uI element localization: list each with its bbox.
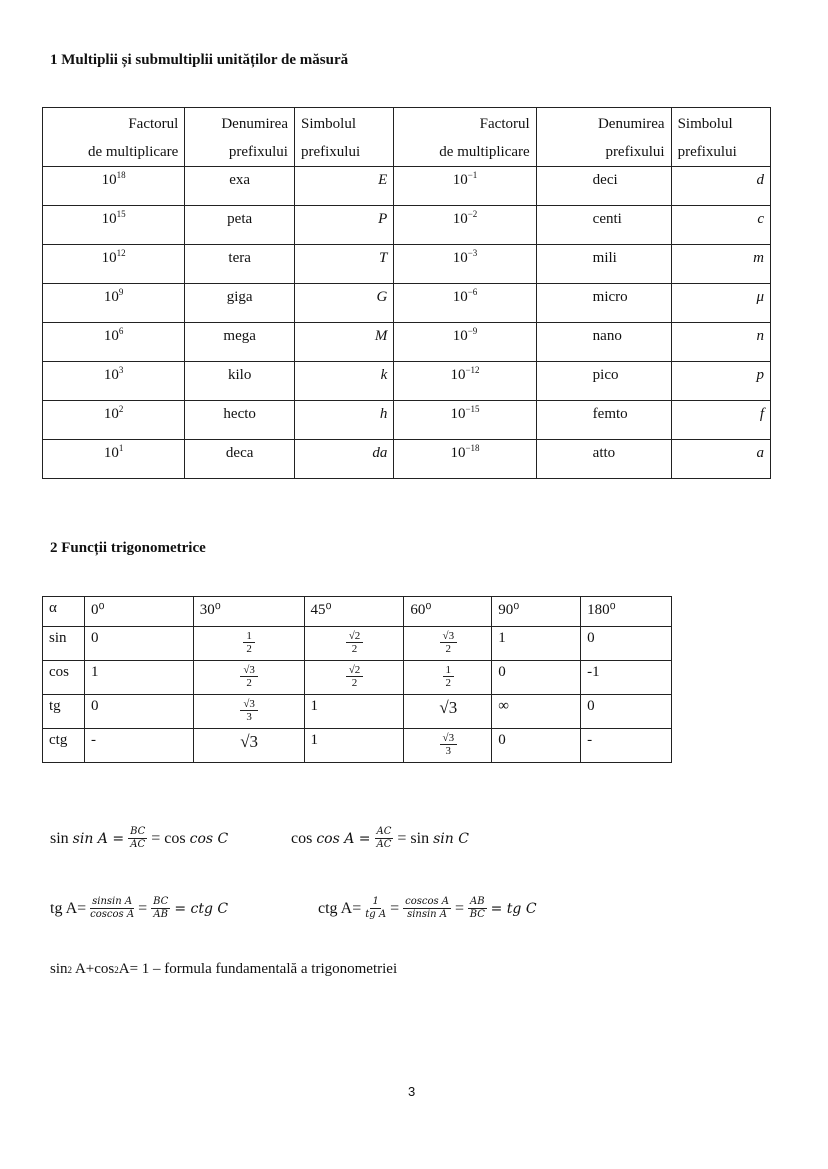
function-label: ctg <box>43 729 85 763</box>
column-header: α <box>43 597 85 627</box>
value-cell: -1 <box>581 661 672 695</box>
value-cell: - <box>581 729 672 763</box>
page-number: 3 <box>408 1084 416 1099</box>
prefix-symbol-cell: G <box>294 284 393 323</box>
column-header: 180⁰ <box>581 597 672 627</box>
factor-cell: $10^1$ <box>43 440 185 479</box>
value-cell: $\frac{√3}{3}$ <box>404 729 492 763</box>
column-header <box>536 108 671 167</box>
value-cell: 0 <box>581 627 672 661</box>
trig-table <box>42 596 672 763</box>
table-row <box>43 323 771 362</box>
factor-cell: $10^6$ <box>43 323 185 362</box>
header-line: prefixului <box>605 144 665 160</box>
table-header-row <box>43 597 672 627</box>
prefix-name-cell: pico <box>536 362 671 401</box>
value-cell: 1 <box>304 729 404 763</box>
value-cell: - <box>84 729 193 763</box>
prefix-name-cell: tera <box>185 245 295 284</box>
formula-cos-a: cos cos A = $\frac{AC}{AC}$ = sin sin C <box>291 826 469 850</box>
prefix-symbol-cell: k <box>294 362 393 401</box>
factor-cell: $10^2$ <box>43 401 185 440</box>
prefix-name-cell: mega <box>185 323 295 362</box>
prefix-name-cell: mili <box>536 245 671 284</box>
value-cell: 0 <box>84 695 193 729</box>
factor-cell: $10^{-9}$ <box>394 323 536 362</box>
factor-cell: $10^3$ <box>43 362 185 401</box>
table-row <box>43 362 771 401</box>
value-cell: 0 <box>581 695 672 729</box>
prefix-symbol-cell: m <box>671 245 770 284</box>
prefix-name-cell: deca <box>185 440 295 479</box>
value-cell: 1 <box>492 627 581 661</box>
prefix-name-cell: atto <box>536 440 671 479</box>
value-cell: $\frac{√3}{2}$ <box>193 661 304 695</box>
value-cell: 0 <box>492 661 581 695</box>
table-row <box>43 627 672 661</box>
header-line: Simbolul <box>677 116 733 132</box>
table-row <box>43 661 672 695</box>
value-cell: $\frac{1}{2}$ <box>404 661 492 695</box>
value-cell: $\frac{1}{2}$ <box>193 627 304 661</box>
column-header: 30⁰ <box>193 597 304 627</box>
header-line: Simbolul <box>300 116 356 132</box>
value-cell: √3 <box>193 729 304 763</box>
factor-cell: $10^{15}$ <box>43 206 185 245</box>
prefix-symbol-cell: c <box>671 206 770 245</box>
table-row <box>43 440 771 479</box>
table-row <box>43 401 771 440</box>
value-cell: 0 <box>492 729 581 763</box>
column-header: 0⁰ <box>84 597 193 627</box>
factor-cell: $10^{-18}$ <box>394 440 536 479</box>
header-line: prefixului <box>228 144 288 160</box>
factor-cell: $10^{-1}$ <box>394 167 536 206</box>
header-line: Denumirea <box>597 116 665 132</box>
factor-cell: $10^{-2}$ <box>394 206 536 245</box>
column-header <box>394 108 536 167</box>
factor-cell: $10^9$ <box>43 284 185 323</box>
prefix-symbol-cell: M <box>294 323 393 362</box>
factor-cell: $10^{-15}$ <box>394 401 536 440</box>
prefix-symbol-cell: T <box>294 245 393 284</box>
prefix-symbol-cell: h <box>294 401 393 440</box>
header-line: prefixului <box>677 144 737 160</box>
header-line: Factorul <box>479 116 530 132</box>
factor-cell: $10^{-12}$ <box>394 362 536 401</box>
prefix-name-cell: femto <box>536 401 671 440</box>
value-cell: ∞ <box>492 695 581 729</box>
table-row <box>43 729 672 763</box>
prefix-symbol-cell: μ <box>671 284 770 323</box>
value-cell: $\frac{√3}{3}$ <box>193 695 304 729</box>
factor-cell: $10^{-6}$ <box>394 284 536 323</box>
value-cell: 1 <box>304 695 404 729</box>
table-row <box>43 167 771 206</box>
column-header <box>671 108 770 167</box>
prefix-name-cell: hecto <box>185 401 295 440</box>
column-header: 90⁰ <box>492 597 581 627</box>
prefix-symbol-cell: E <box>294 167 393 206</box>
prefix-name-cell: exa <box>185 167 295 206</box>
section-2-title: 2 Funcții trigonometrice <box>50 540 206 556</box>
column-header <box>185 108 295 167</box>
value-cell: $\frac{√2}{2}$ <box>304 661 404 695</box>
table-header-row <box>43 108 771 167</box>
prefix-symbol-cell: P <box>294 206 393 245</box>
table-row <box>43 695 672 729</box>
header-line: Factorul <box>128 116 179 132</box>
prefix-name-cell: giga <box>185 284 295 323</box>
column-header <box>294 108 393 167</box>
section-1-title: 1 Multiplii și submultiplii unităților de măsură <box>50 52 349 68</box>
formula-tg-a: tg A= $\frac{\text{sinsin A}}{\text{coscos A}}$ = $\frac{BC}{AB}$ = ctg C <box>50 896 229 920</box>
column-header: 60⁰ <box>404 597 492 627</box>
formula-fundamental: sin 2 A+cos 2 A= 1 – formula fundamentală a trigonometriei <box>50 961 398 977</box>
table-row <box>43 206 771 245</box>
prefix-name-cell: deci <box>536 167 671 206</box>
value-cell: $\frac{√2}{2}$ <box>304 627 404 661</box>
prefix-symbol-cell: a <box>671 440 770 479</box>
prefix-symbol-cell: d <box>671 167 770 206</box>
function-label: sin <box>43 627 85 661</box>
prefix-name-cell: kilo <box>185 362 295 401</box>
table-row <box>43 245 771 284</box>
table-row <box>43 284 771 323</box>
header-line: de multiplicare <box>439 144 530 160</box>
prefix-symbol-cell: p <box>671 362 770 401</box>
header-line: Denumirea <box>221 116 288 132</box>
value-cell: 1 <box>84 661 193 695</box>
column-header <box>43 108 185 167</box>
value-cell: 0 <box>84 627 193 661</box>
prefix-table <box>42 107 771 479</box>
prefix-symbol-cell: n <box>671 323 770 362</box>
column-header: 45⁰ <box>304 597 404 627</box>
formula-sin-a: sin sin A = $\frac{BC}{AC}$ = cos cos C <box>50 826 229 850</box>
value-cell: $\frac{√3}{2}$ <box>404 627 492 661</box>
prefix-symbol-cell: f <box>671 401 770 440</box>
factor-cell: $10^{12}$ <box>43 245 185 284</box>
prefix-name-cell: centi <box>536 206 671 245</box>
value-cell: √3 <box>404 695 492 729</box>
function-label: tg <box>43 695 85 729</box>
factor-cell: $10^{18}$ <box>43 167 185 206</box>
header-line: de multiplicare <box>87 144 179 160</box>
factor-cell: $10^{-3}$ <box>394 245 536 284</box>
prefix-name-cell: nano <box>536 323 671 362</box>
prefix-name-cell: micro <box>536 284 671 323</box>
formula-ctg-a: ctg A= $\frac{1}{\text{tg A}}$ = $\frac{\text{coscos A}}{\text{sinsin A}}$ = $\frac{AB}{BC}$ = tg C <box>318 896 537 920</box>
prefix-symbol-cell: da <box>294 440 393 479</box>
header-line: prefixului <box>300 144 361 160</box>
prefix-name-cell: peta <box>185 206 295 245</box>
function-label: cos <box>43 661 85 695</box>
